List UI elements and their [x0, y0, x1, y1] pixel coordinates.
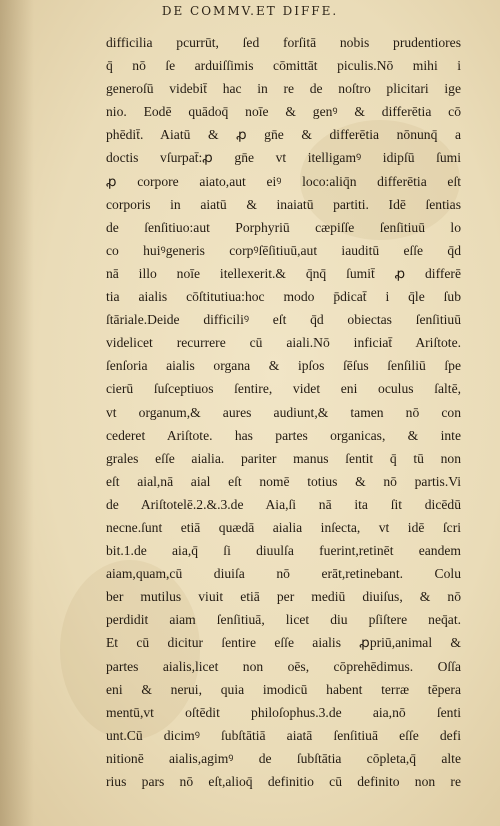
text-line: unt.Cū dicimꝰ ſubſtātiā aiatā ſenſitiuā eſſe defi	[106, 727, 461, 743]
text-line: cierū ſuſceptiuos ſentire, videt eni oculus ſaltē,	[106, 381, 461, 397]
text-line: Et cū dicitur ſentire eſſe aialis ꝓpriū,animal &	[106, 635, 461, 651]
text-line: vt organum,& aures audiunt,& tamen nō con	[106, 404, 461, 420]
text-line: aiam,quam,cū diuiſa nō erāt,retinebant. Colu	[106, 566, 461, 582]
text-line: cederet Ariſtote. has partes organicas, & inte	[106, 427, 461, 443]
text-line: difficilia pcurrūt, ſed forſitā nobis prudentiores	[106, 35, 461, 50]
text-line: tia aialis cōſtitutiua:hoc modo p̄dicat̄ i q̄le ſub	[106, 289, 461, 305]
running-head: DE COMMV.ET DIFFE.	[161, 4, 339, 18]
text-line: de ſenſitiuo:aut Porphyriū cæpiſſe ſenſitiuū lo	[106, 219, 461, 235]
text-line: generoſū videbit̄ hac in re de noſtro plicitari ige	[106, 81, 461, 97]
text-line: nā illo noīe itellexerit.& q̄nq̄ ſumit̄ ꝓ differē	[106, 265, 461, 281]
text-line: phēdit̄. Aiatū & ꝓ gn̄e & differētia nōnunq̄ a	[106, 127, 461, 143]
text-line: doctis vſurpat̄:ꝓ gn̄e vt itelligamꝰ idipſū ſumi	[106, 150, 461, 166]
text-line: co huiꝰgeneris corpꝰſēſitiuū,aut iauditū eſſe q̄d	[106, 242, 461, 258]
text-line: perdidit aiam ſenſitiuā, licet diu pſiſtere neq̄at.	[106, 612, 461, 628]
text-line: mentū,vt oſtēdit philoſophus.3.de aia,nō ſenti	[106, 704, 461, 720]
text-line: q̄ nō ſe arduiſſimis cōmittāt piculis.Nō mihi i	[106, 58, 461, 74]
text-line: necne.ſunt etiā quædā aialia inſecta, vt idē ſcri	[106, 519, 461, 535]
text-line: corporis in aiatū & inaiatū partiti. Idē ſentias	[106, 196, 461, 212]
spine-shadow	[0, 0, 34, 826]
text-line: eni & nerui, quia imodicū habent terræ tēpera	[106, 681, 461, 697]
text-line: de Ariſtotelē.2.&.3.de Aia,ſi nā ita ſit dicēdū	[106, 496, 461, 512]
text-line: nitionē aialis,agimꝰ de ſubſtātia cōpleta,q̄ alte	[106, 750, 461, 766]
text-line: nio. Eodē quādoq̄ noīe & genꝰ & differētia cō	[106, 104, 461, 120]
text-line: ꝓ corpore aiato,aut eiꝰ loco:aliq̄n differētia eſt	[106, 173, 461, 189]
text-line: bit.1.de aia,q̄ ſi diuulſa fuerint,retinēt eandem	[106, 543, 461, 559]
text-line: grales eſſe aialia. pariter manus ſentit q̄ tū non	[106, 450, 461, 466]
text-line: partes aialis,licet non oēs, cōprehēdimus. Oſſa	[106, 658, 461, 674]
text-line: rius pars nō eſt,alioq̄ definitio cū definito non re	[106, 774, 461, 789]
text-line: eſt aial,nā aial eſt nomē totius & nō partis.Vi	[106, 473, 461, 489]
text-line: videlicet recurrere cū aiali.Nō inficiat̄ Ariſtote.	[106, 335, 461, 351]
text-line: ſtāriale.Deide difficiliꝰ eſt q̄d obiectas ſenſitiuū	[106, 312, 461, 328]
text-line: ber mutilus viuit etiā per mediū diuiſus, & nō	[106, 589, 461, 605]
text-line: ſenſoria aialis organa & ipſos ſēſus ſenſiliū ſpe	[106, 358, 461, 374]
body-text	[106, 31, 461, 793]
